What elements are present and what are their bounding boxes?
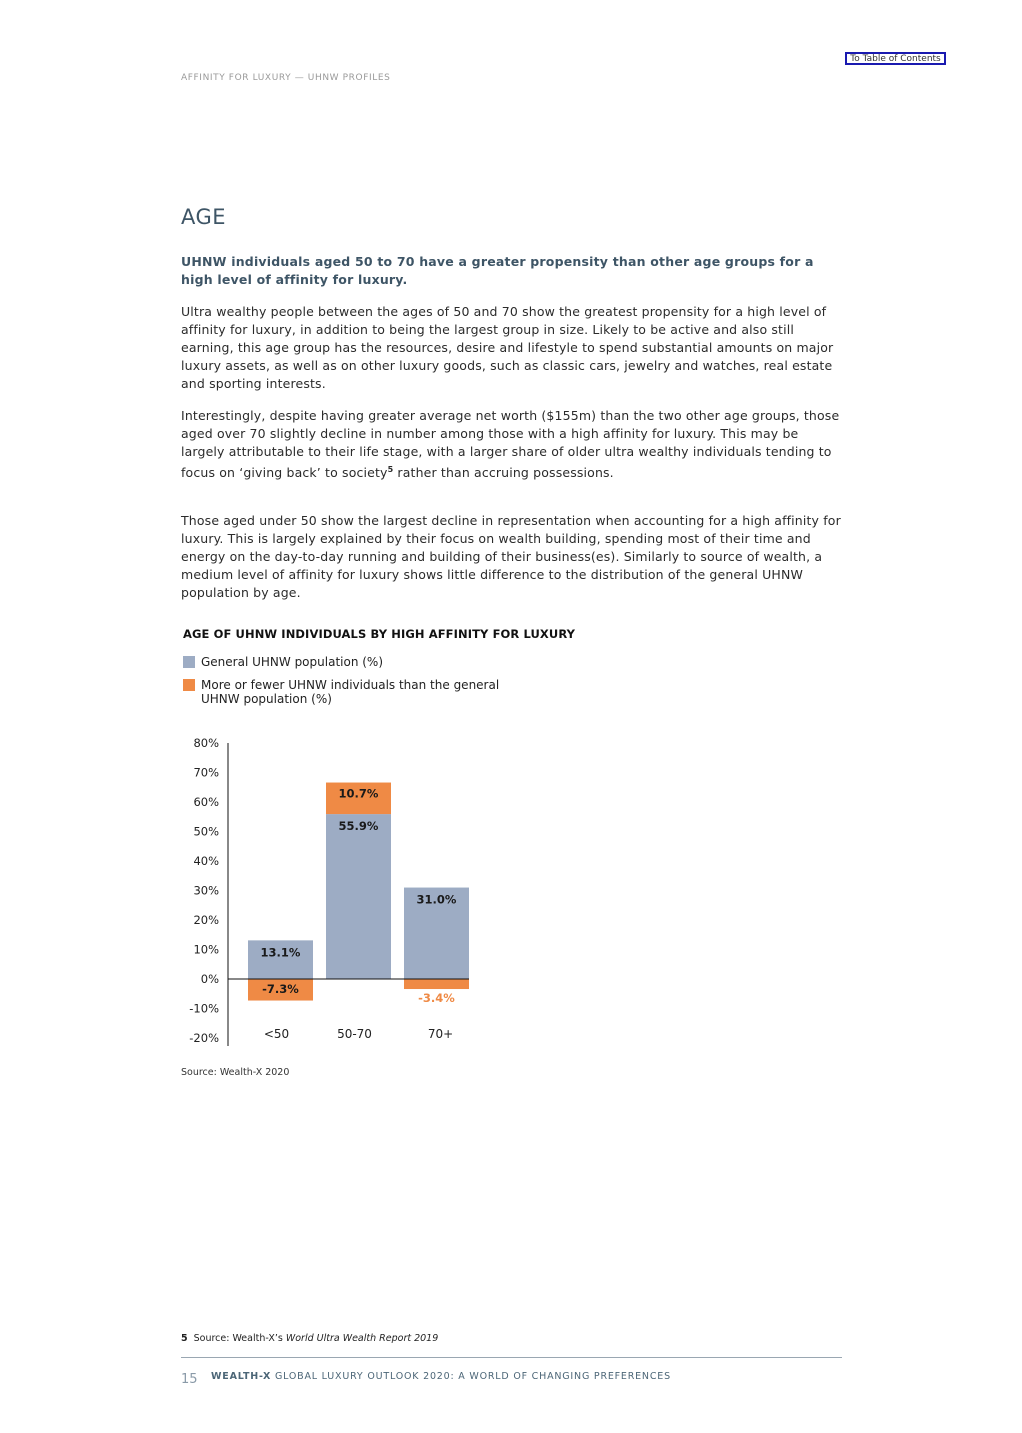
bar-chart [170,730,500,1050]
footnote-text: Source: Wealth-X’s [193,1333,286,1344]
footer-divider [181,1357,842,1358]
y-tick-label: 40% [193,854,219,868]
body-paragraph-2 [181,407,841,482]
running-head: AFFINITY FOR LUXURY — UHNW PROFILES [181,73,391,83]
y-tick-label: 10% [193,942,219,957]
y-tick-label: -20% [189,1031,219,1045]
footnote-5 [181,1333,438,1344]
footer-title [211,1371,671,1382]
x-category-label: 50-70 [337,1027,372,1041]
data-label-general: 55.9% [338,819,379,834]
y-tick-label: 0% [200,972,219,986]
data-label-difference: -3.4% [418,991,455,1006]
data-label-difference: 10.7% [338,786,379,801]
legend-swatch-difference [183,679,195,691]
y-tick-label: 30% [193,883,219,898]
section-title: AGE [181,205,227,229]
footer-brand: WEALTH-X [211,1371,272,1382]
footnote-number: 5 [181,1333,188,1344]
footnote-ref-5[interactable]: 5 [387,465,394,474]
data-label-general: 31.0% [416,892,457,907]
bar-difference-3 [404,979,469,989]
y-tick-label: 20% [193,913,219,927]
chart-source: Source: Wealth-X 2020 [181,1067,290,1078]
y-tick-label: 80% [193,736,219,750]
body-paragraph-1: Ultra wealthy people between the ages of 50 and 70 show the greatest propensity for a high level of affinity for luxury, in addition to being the largest group in size. Likely to be active and also still earning, this age group has the resources, desire and lifestyle to spend substantial amounts on major luxury assets, as well as on other luxury goods, such as classic cars, jewelry and watches, real estate and sporting interests. [181,304,834,391]
legend-label-difference [201,678,561,706]
y-tick-label: -10% [189,1001,219,1016]
legend-label-general: General UHNW population (%) [201,655,384,669]
page-number: 15 [181,1372,198,1387]
footer-report-title: GLOBAL LUXURY OUTLOOK 2020: A WORLD OF CHANGING PREFERENCES [271,1371,671,1382]
table-of-contents-link[interactable]: To Table of Contents [845,52,946,65]
footnote-report-title: World Ultra Wealth Report 2019 [285,1333,439,1344]
x-category-label: 70+ [427,1027,454,1041]
y-tick-label: 70% [193,765,219,780]
paragraph-2-text-end: rather than accruing possessions. [393,465,614,481]
x-category-label: <50 [263,1027,290,1041]
lede-paragraph: UHNW individuals aged 50 to 70 have a greater propensity than other age groups for a high level of affinity for luxury. [181,254,814,287]
bar-general-2 [326,814,391,979]
y-tick-label: 60% [193,795,219,809]
data-label-difference: -7.3% [262,982,299,996]
paragraph-2-text: Interestingly, despite having greater average net worth ($155m) than the two other age groups, those aged over 70 slightly decline in number among those with a high affinity for luxury. This may be largely attributable to their life stage, with a larger share of older ultra wealthy individuals tending to focus on ‘giving back’ to society [181,408,840,481]
data-label-general: 13.1% [260,945,301,960]
chart-title: AGE OF UHNW INDIVIDUALS BY HIGH AFFINITY FOR LUXURY [183,627,576,641]
y-tick-label: 50% [193,824,219,839]
legend-label-difference-line-1: More or fewer UHNW individuals than the general [201,678,500,692]
legend-swatch-general [183,656,195,668]
legend-label-difference-line-2: UHNW population (%) [201,692,332,706]
body-paragraph-3: Those aged under 50 show the largest decline in representation when accounting for a high affinity for luxury. This is largely explained by their focus on wealth building, spending most of their time and energy on the day-to-day running and building of their business(es). Similarly to source of wealth, a medium level of affinity for luxury shows little difference to the distribution of the general UHNW population by age. [181,513,841,600]
